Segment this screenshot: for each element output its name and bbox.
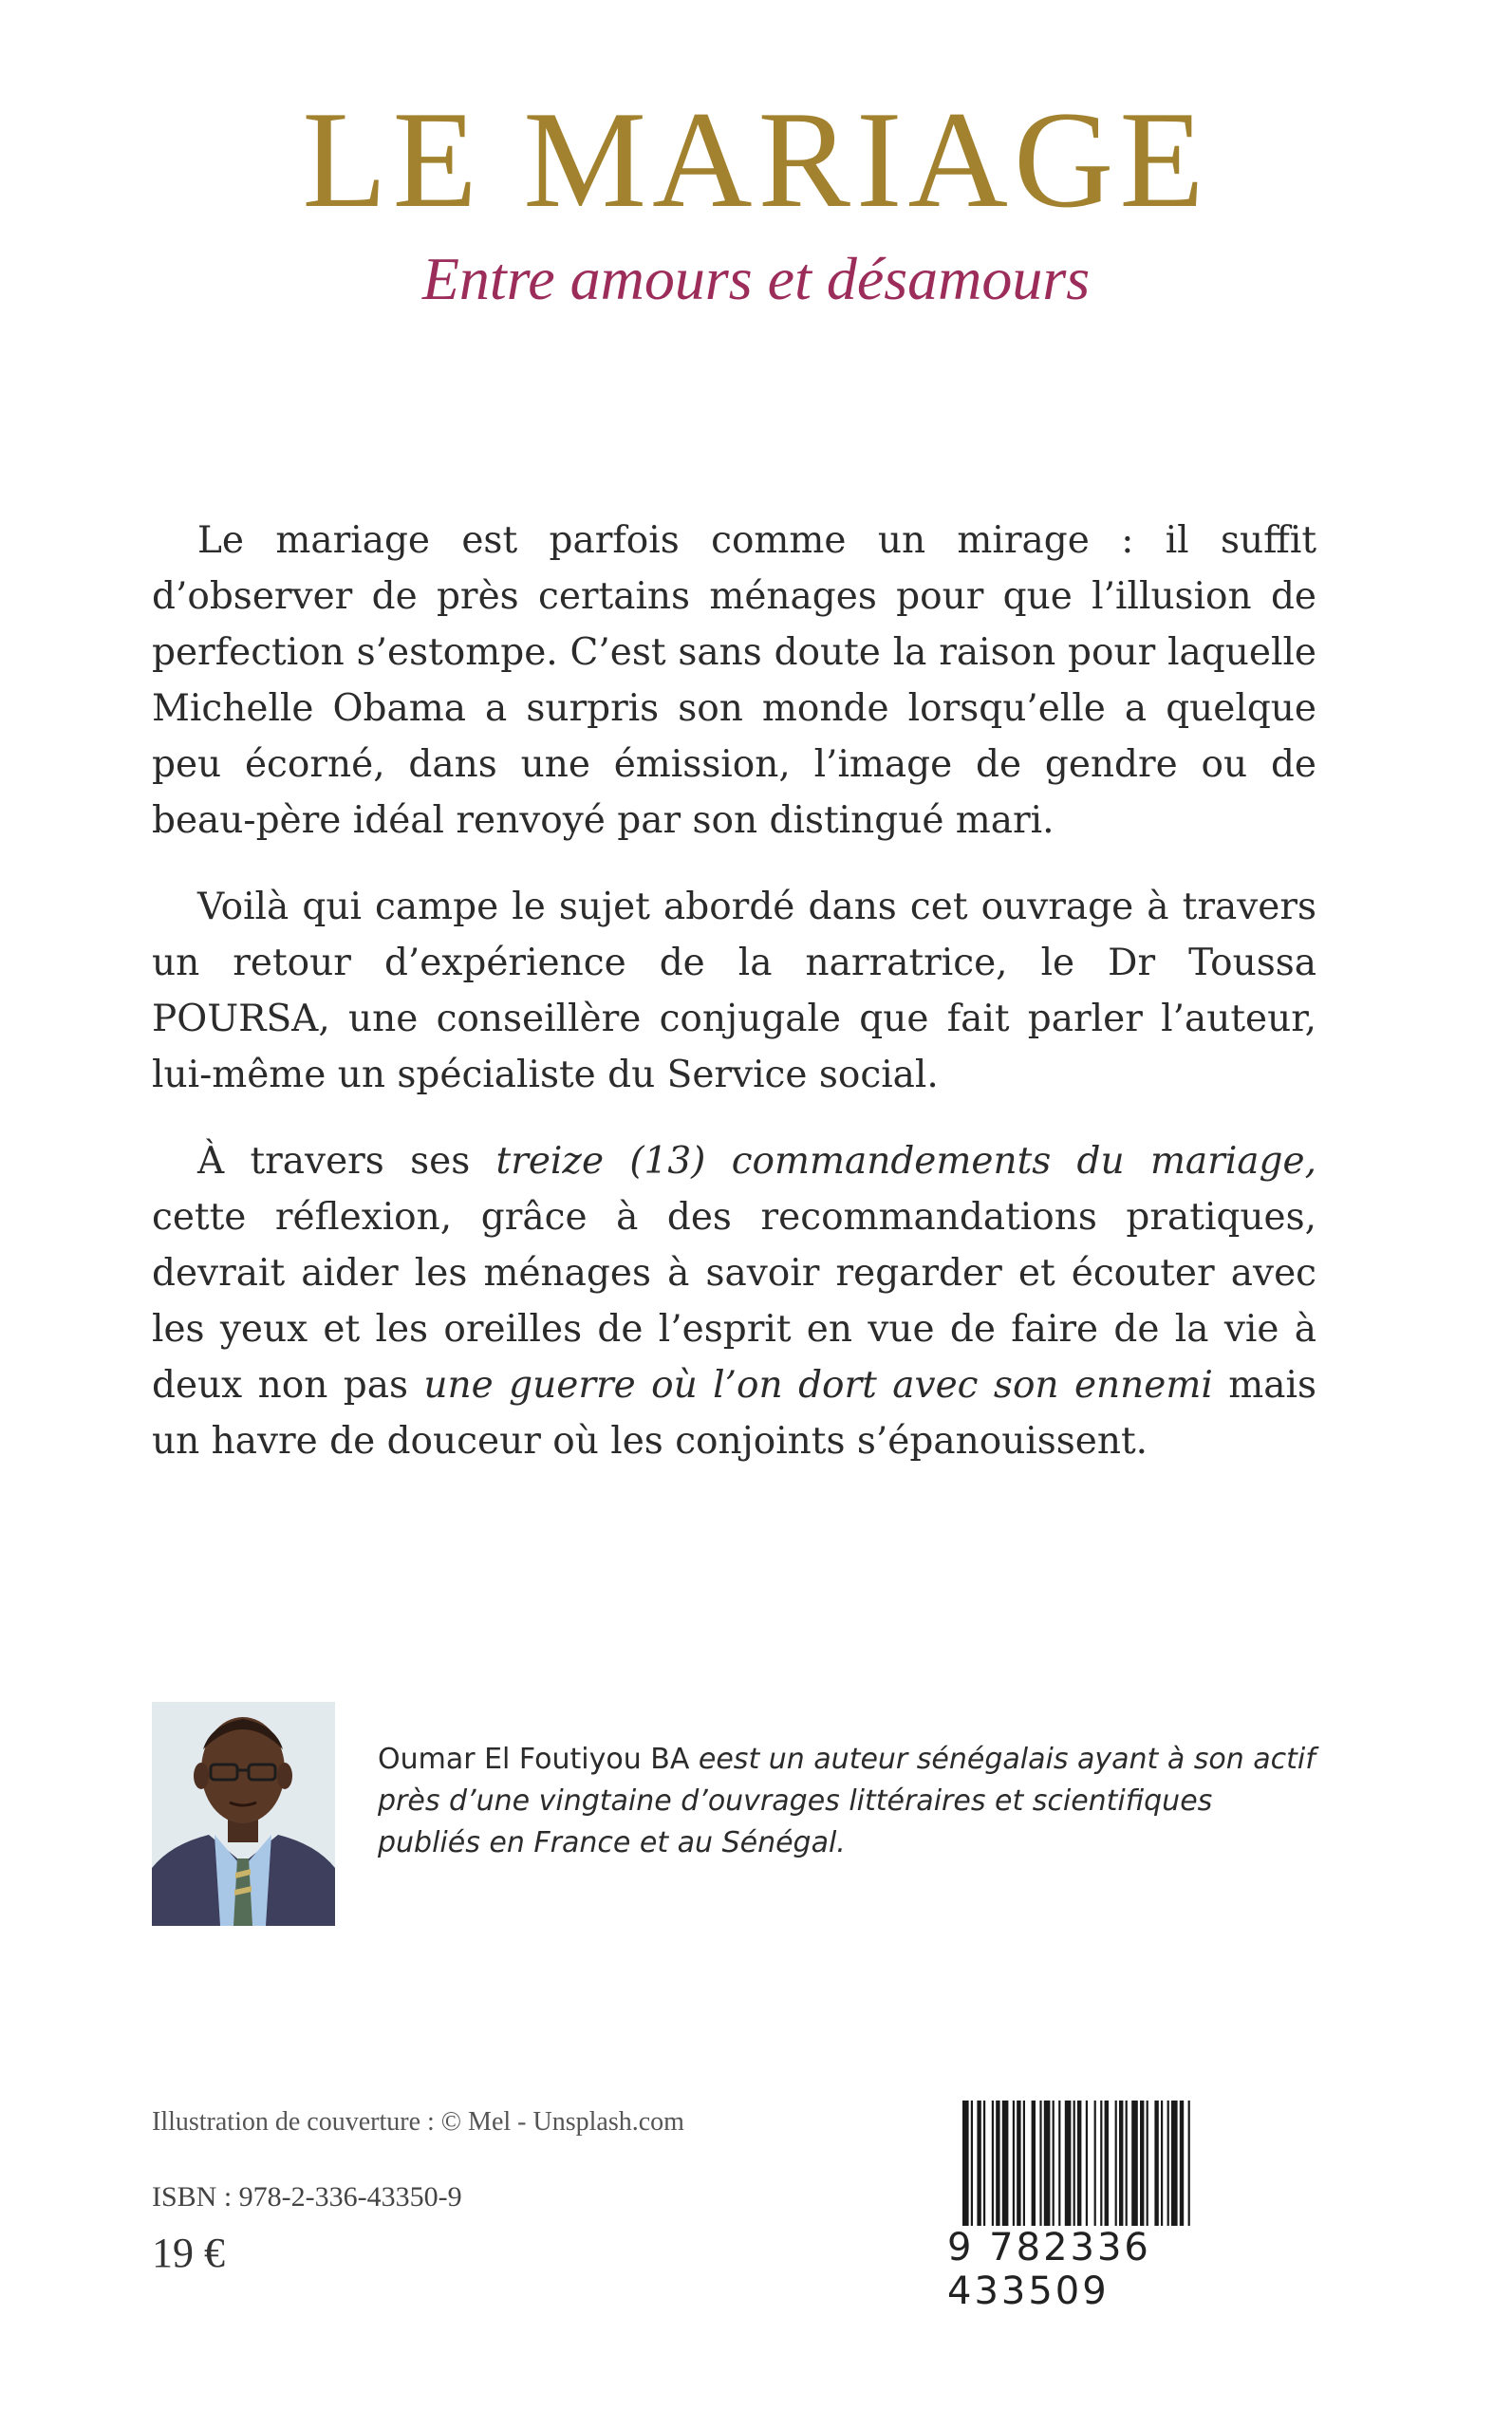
author-description: eest un auteur sénégalais ayant à son actif près d’une vingtaine d’ouvrages littéraires et scientifiques publiés en France et au Sénégal. — [378, 1743, 1316, 1859]
cover-illustration-credit: Illustration de couverture : © Mel - Unsplash.com — [152, 2107, 684, 2137]
author-bio — [378, 1739, 1317, 1864]
blurb-p3-text-3: mais un havre de douceur où les conjoints s’épanouissent. — [152, 1364, 1317, 1463]
author-portrait-icon — [152, 1702, 335, 1926]
blurb-p3-text-2: cette réflexion, grâce à des recommandations pratiques, devrait aider les ménages à savoir regarder et écouter avec les yeux et les oreilles de l’esprit en vue de faire de la vie à deux non pas — [152, 1196, 1316, 1407]
blurb-paragraph-2: Voilà qui campe le sujet abordé dans cet ouvrage à travers un retour d’expérience de la narratrice, le Dr Toussa POURSA, une conseillère conjugale que fait parler l’auteur, lui-même un spécialiste du Service social. — [152, 886, 1316, 1096]
blurb-paragraph-1: Le mariage est parfois comme un mirage : il suffit d’observer de près certains ménages pour que l’illusion de perfection s’estompe. C’est sans doute la raison pour laquelle Michelle Obama a surpris son monde lorsqu’elle a quelque peu écorné, dans une émission, l’image de gendre ou de beau-père idéal renvoyé par son distingué mari. — [152, 519, 1316, 842]
book-subtitle: Entre amours et désamours — [421, 245, 1091, 312]
blurb-p3-emphasis-2: une guerre où l’on dort avec son ennemi — [423, 1364, 1213, 1407]
blurb-p3-text-1: À travers ses — [197, 1140, 496, 1183]
blurb-p3-emphasis-1: treize (13) commandements du mariage, — [495, 1140, 1316, 1183]
author-photo — [152, 1702, 335, 1926]
book-title: LE MARIAGE — [302, 83, 1210, 236]
author-name: Oumar El Foutiyou BA — [378, 1743, 690, 1776]
blurb-paragraph-3 — [152, 1133, 1316, 1469]
back-cover-blurb — [152, 513, 1316, 1500]
isbn: ISBN : 978-2-336-43350-9 — [152, 2181, 462, 2213]
barcode-digits: 9 782336 433509 — [940, 2226, 1327, 2313]
price: 19 € — [152, 2230, 225, 2276]
